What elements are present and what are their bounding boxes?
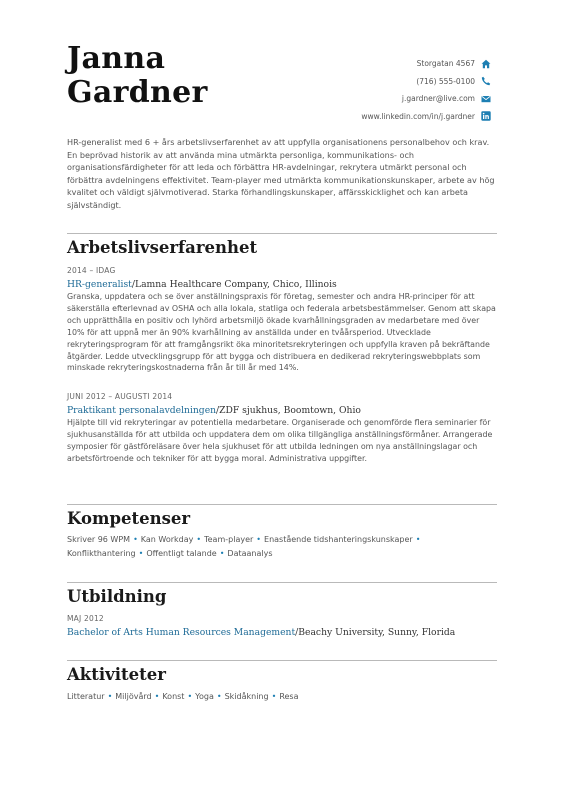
school-name: /Beachy University, Sunny, Florida <box>295 627 456 638</box>
activity-item: Yoga <box>195 692 214 701</box>
job-1-employer: /Lamna Healthcare Company, Chico, Illinois <box>131 279 337 290</box>
job-2-description: Hjälpte till vid rekryteringar av potentiella medarbetare. Organiserade och genomförde flera seminarier för sjukhusanställda för att utbilda och uppdatera dem om olika tillgängliga anställningsförmåner. Arrangerade symposier för gästföreläsare över hela sjukhuset för att utbilda ledningen om nya anställningslagar och arbetsförtroende och tekniker för att bygga moral. Administrativa uppgifter. <box>67 418 493 463</box>
skill-item: Team-player <box>204 535 254 544</box>
section-divider <box>67 233 497 234</box>
activity-item: Konst <box>162 692 185 701</box>
job-1-role <box>67 279 337 290</box>
job-2-employer: /ZDF sjukhus, Boomtown, Ohio <box>216 405 361 416</box>
job-1-dates: 2014 – IDAG <box>67 266 116 275</box>
first-name: Janna <box>67 41 166 76</box>
section-divider <box>67 582 497 583</box>
contact-phone <box>361 74 491 89</box>
linkedin-icon <box>481 111 491 121</box>
education-dates: MAJ 2012 <box>67 614 104 623</box>
activities-list: Litteratur • Miljövård • Konst • Yoga • Skidåkning • Resa <box>67 692 299 701</box>
contact-email <box>361 91 491 106</box>
email-text[interactable]: j.gardner@live.com <box>401 94 475 103</box>
last-name: Gardner <box>67 75 208 110</box>
job-1-description: Granska, uppdatera och se över anställningspraxis för företag, semester och andra HR-principer för att säkerställa efterlevnad av OSHA och alla lokala, statliga och federala arbetsbestämmelser. Genom att skapa och upprätthålla en positiv och lyhörd arbetsmiljö ökade kvarhållningsgraden av medarbetare med över 10% för att uppnå mer än 90% kvarhållning av anställda under en tvåårsperiod. Utvecklade rekryteringsprogram för att framgångsrikt öka minoritetsrekryteringen och uppfylla kraven på bekräftande åtgärder. Ledde utvecklingsgrupp för att bygga och distribuera en dedikerad rekryteringswebbplats som minskade rekryteringskostnaderna från år till år med 14%. <box>67 292 496 373</box>
job-2-title: Praktikant personalavdelningen <box>67 405 217 416</box>
skills-list: Skriver 96 WPM • Kan Workday • Team-player • Enastående tidshanteringskunskaper • Konflikthantering • Offentligt talande • Dataanalys <box>67 535 421 558</box>
section-divider <box>67 660 497 661</box>
education-entry <box>67 627 455 638</box>
contact-linkedin <box>361 109 491 124</box>
skill-item: Enastående tidshanteringskunskaper <box>264 535 413 544</box>
skill-item: Dataanalys <box>227 548 273 558</box>
job-2-dates: JUNI 2012 – AUGUSTI 2014 <box>67 392 173 401</box>
activity-item: Skidåkning <box>224 692 269 701</box>
skill-item: Skriver 96 WPM <box>67 535 131 544</box>
phone-text: (716) 555-0100 <box>416 76 475 86</box>
email-icon <box>481 94 491 104</box>
activity-item: Litteratur <box>67 692 105 701</box>
job-1-title: HR-generalist <box>67 279 132 290</box>
linkedin-text[interactable]: www.linkedin.com/in/j.gardner <box>361 111 475 121</box>
degree-title: Bachelor of Arts Human Resources Management <box>67 627 296 638</box>
summary-paragraph: HR-generalist med 6 + års arbetslivserfarenhet av att uppfylla organisationens personalbehov och krav. En beprövad historik av att använda mina utmärkta personliga, kommunikations- och organisationsfärdigheter för att leda och förbättra HR-avdelningar, rekrytera utmärkt personal och förbättra avdelningens effektivitet. Team-player med utmärkta kommunikationskunskaper, arbete av hög kvalitet och väldigt självmotiverad. Starka förhandlingskunskaper, affärsskicklighet och kan arbeta självständigt. <box>67 137 495 210</box>
education-heading: Utbildning <box>67 587 167 606</box>
section-divider <box>67 504 497 505</box>
address-text: Storgatan 4567 <box>416 59 475 68</box>
activity-item: Resa <box>279 692 299 701</box>
skill-item: Kan Workday <box>140 535 194 544</box>
contact-block <box>361 56 491 126</box>
activity-item: Miljövård <box>115 692 152 701</box>
activities-heading: Aktiviteter <box>67 665 166 684</box>
skills-heading: Kompetenser <box>67 509 191 528</box>
home-icon <box>481 59 491 69</box>
skill-item: Konflikthantering <box>67 548 136 558</box>
phone-icon <box>481 76 491 86</box>
experience-heading: Arbetslivserfarenhet <box>67 238 258 257</box>
job-2-role <box>67 405 361 416</box>
contact-address <box>361 56 491 71</box>
skill-item: Offentligt talande <box>146 548 217 558</box>
candidate-name <box>67 42 208 110</box>
